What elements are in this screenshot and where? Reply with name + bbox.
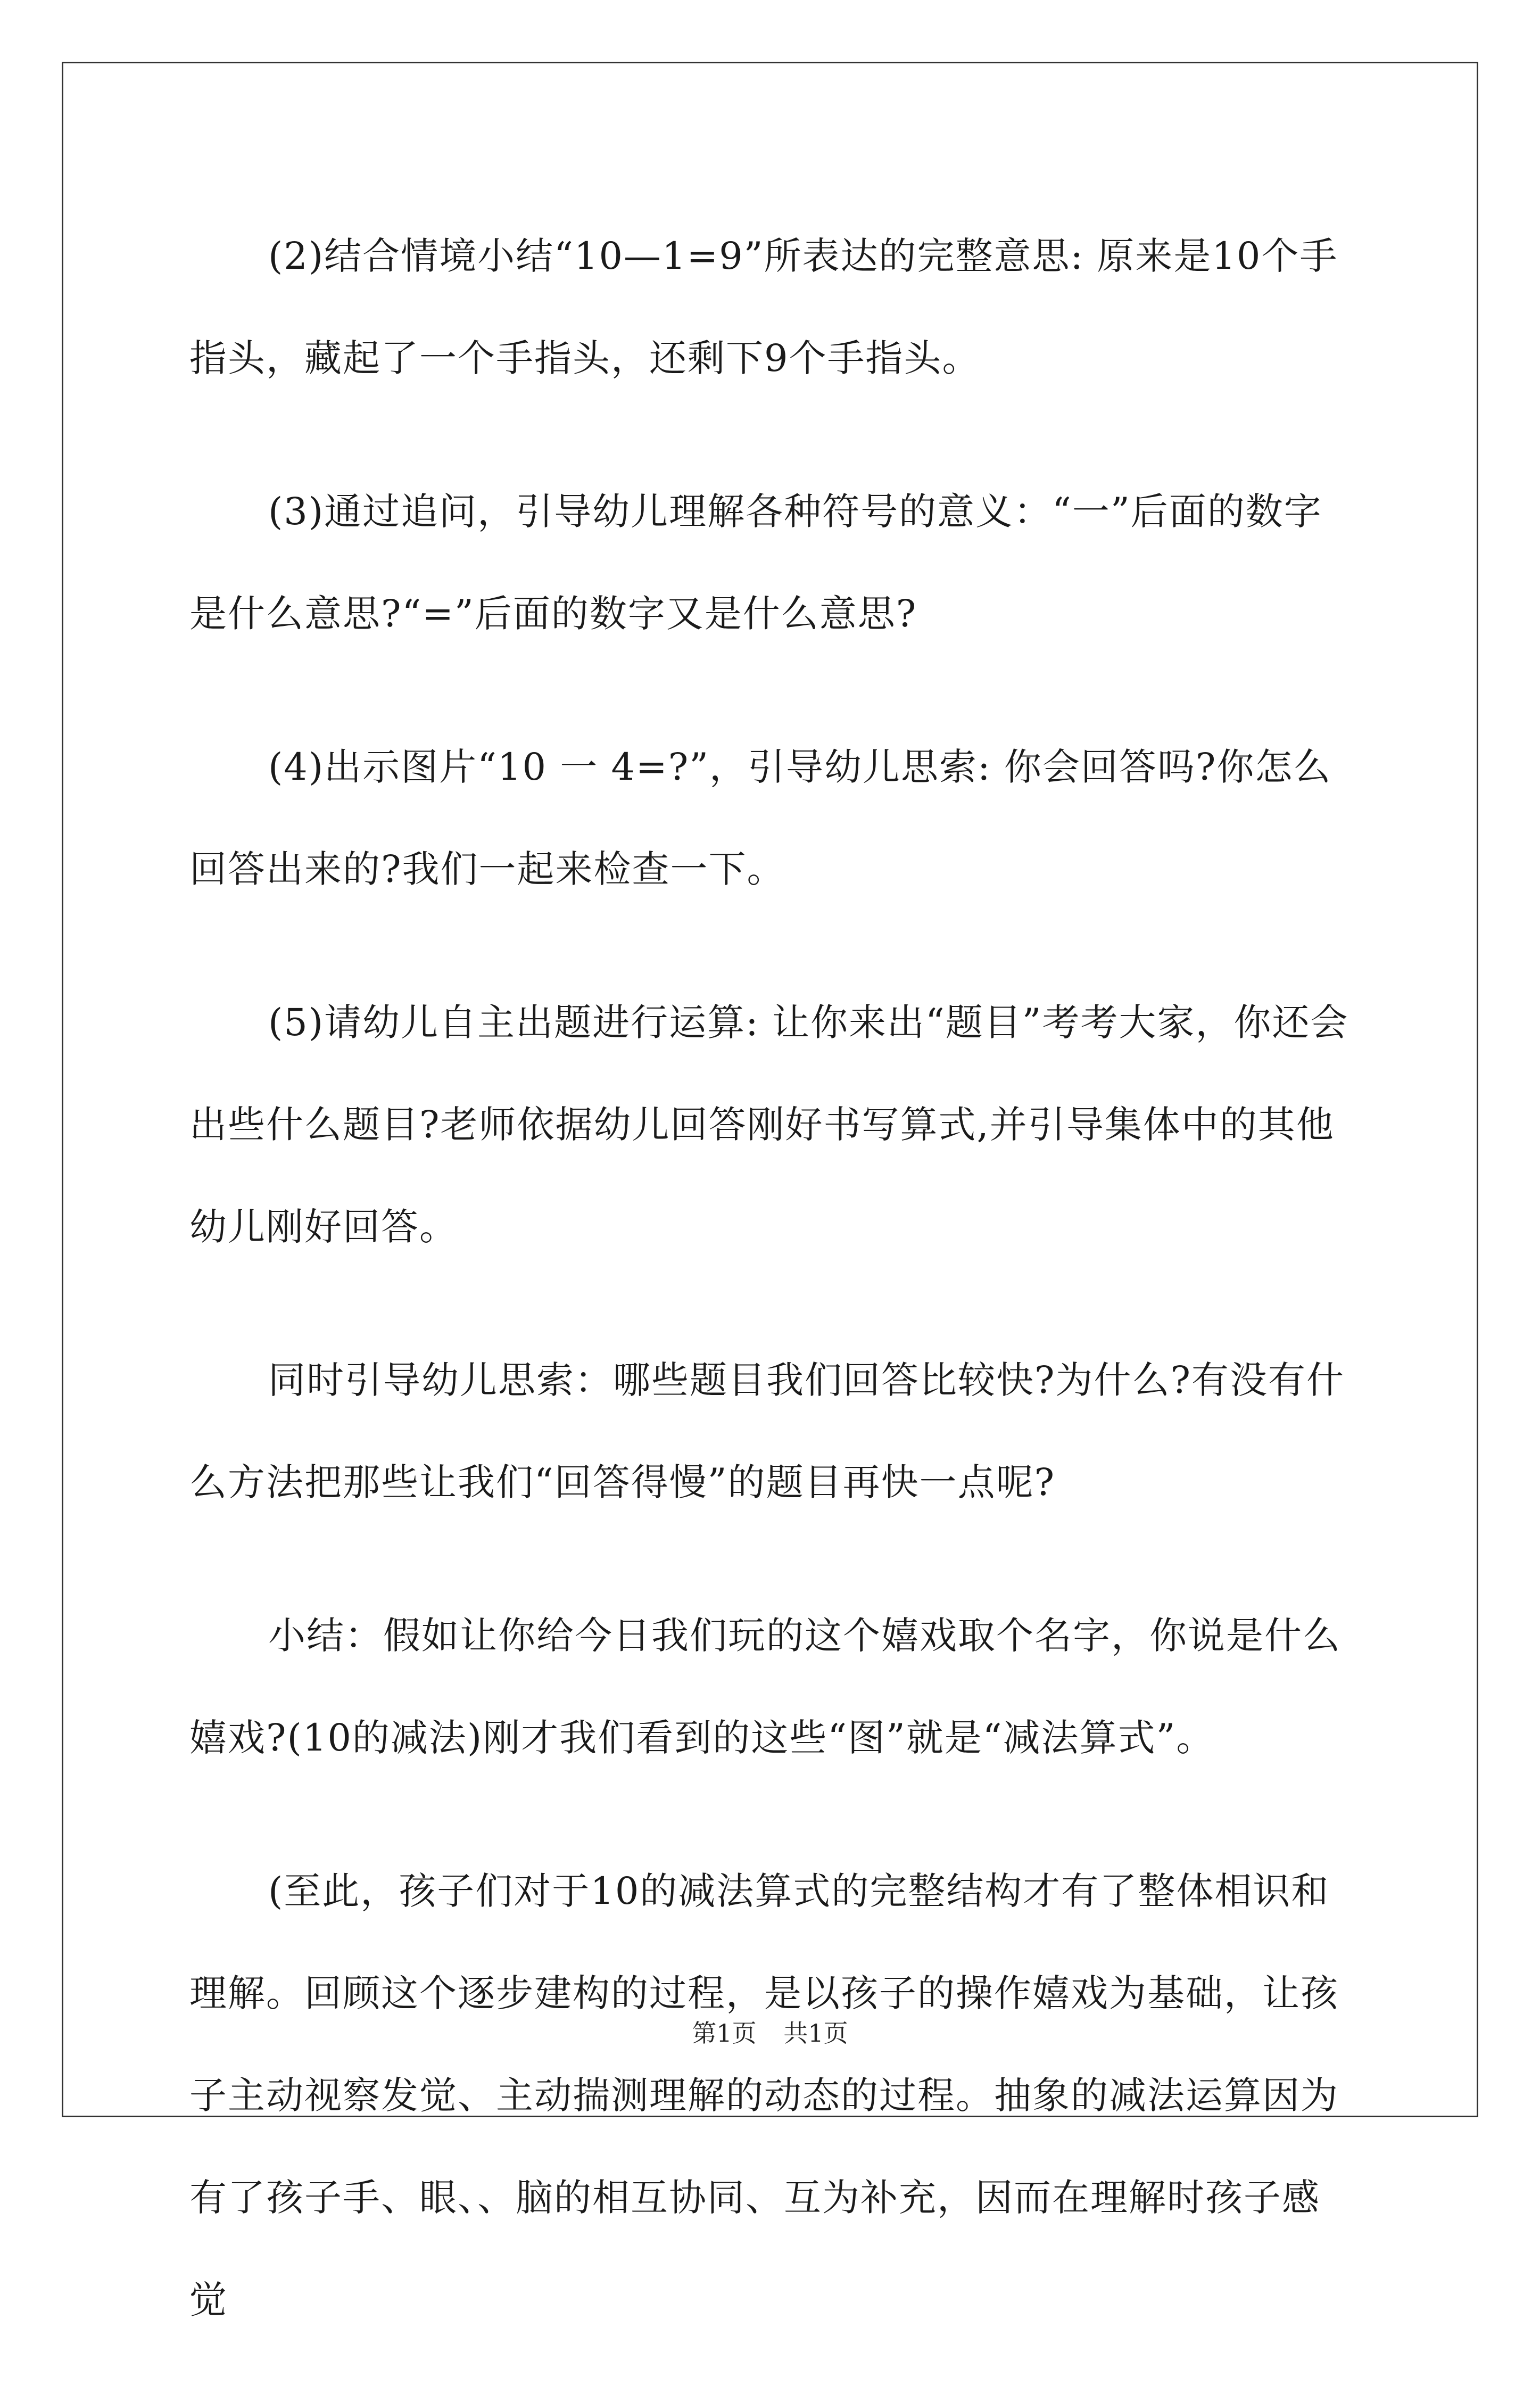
paragraph: 小结：假如让你给今日我们玩的这个嬉戏取个名字，你说是什么嬉戏?(10的减法)刚才我们看到的这些“图”就是“减法算式”。 [189, 1614, 1341, 1760]
page-footer [0, 2017, 1540, 2049]
document-body [189, 205, 1355, 2402]
paragraph: (5)请幼儿自主出题进行运算: 让你来出“题目”考考大家，你还会出些什么题目?老师依据幼儿回答刚好书写算式,并引导集体中的其他幼儿刚好回答。 [189, 1001, 1349, 1249]
paragraph: (4)出示图片“10 一 4=?”，引导幼儿思索: 你会回答吗?你怎么回答出来的?我们一起来检查一下。 [189, 745, 1332, 891]
paragraph: (3)通过追问，引导幼儿理解各种符号的意义：“一”后面的数字是什么意思?“=”后面的数字又是什么意思? [189, 490, 1322, 635]
page-total: 共1页 [783, 2019, 848, 2048]
paragraph: (2)结合情境小结“10—1=9”所表达的完整意思: 原来是10个手指头，藏起了一个手指头，还剩下9个手指头。 [189, 234, 1338, 380]
paragraph: 同时引导幼儿思索：哪些题目我们回答比较快?为什么?有没有什么方法把那些让我们“回答得慢”的题目再快一点呢? [189, 1358, 1345, 1504]
page-number: 第1页 [692, 2019, 757, 2048]
paragraph: (至此，孩子们对于10的减法算式的完整结构才有了整体相识和理解。回顾这个逐步建构的过程，是以孩子的操作嬉戏为基础，让孩子主动视察发觉、主动揣测理解的动态的过程。抽象的减法运算因为有了孩子手、眼、、脑的相互协同、互为补充，因而在理解时孩子感觉 [189, 1869, 1339, 2322]
